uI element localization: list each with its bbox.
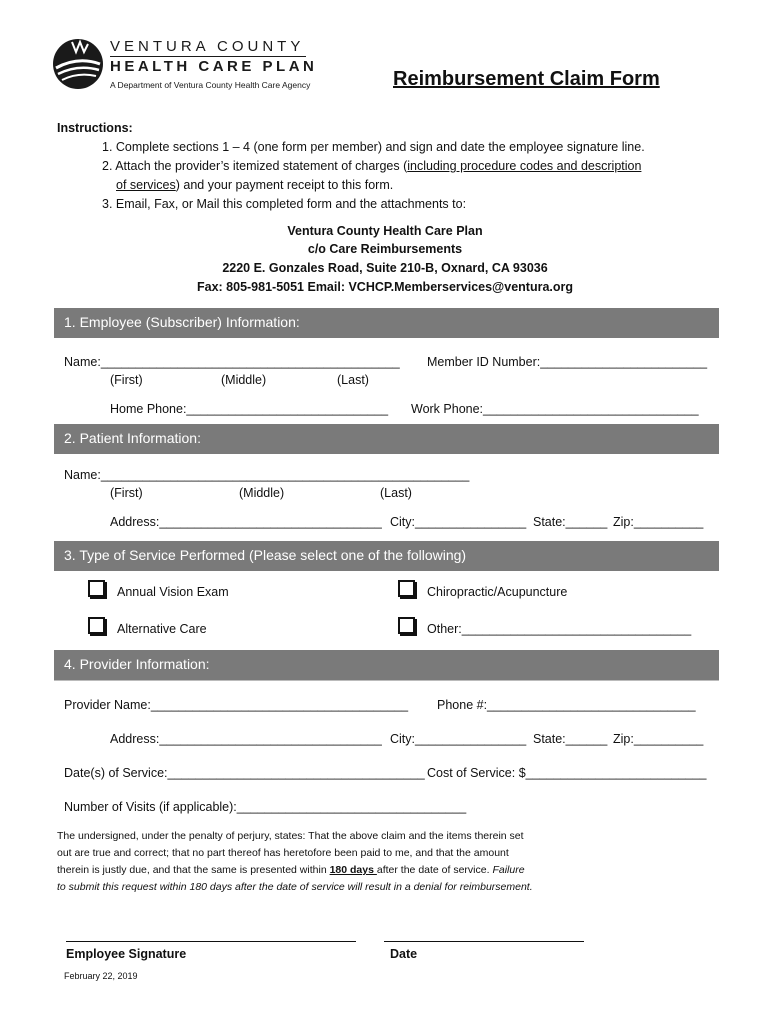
attestation-line-4: to submit this request within 180 days after the date of service will result in a denial for reimbursement. [57, 881, 533, 893]
section-2-title: 2. Patient Information: [64, 430, 201, 446]
attestation-line-3 [57, 864, 525, 876]
provider-zip-field[interactable]: Zip:__________ [613, 732, 704, 746]
employee-first-label: (First) [110, 373, 143, 387]
date-label: Date [390, 947, 418, 961]
instruction-item-2-text-2: ) and your payment receipt to this form. [175, 178, 394, 192]
instruction-item-1: 1. Complete sections 1 – 4 (one form per member) and sign and date the employee signature line. [102, 140, 645, 154]
member-id-field[interactable]: Member ID Number:________________________ [427, 355, 708, 369]
patient-city-field[interactable]: City:________________ [390, 515, 527, 529]
logo-line1: VENTURA COUNTY [110, 38, 305, 55]
logo-line3: A Department of Ventura County Health Care Agency [110, 80, 311, 90]
section-4-header [54, 650, 719, 680]
chiropractic-label: Chiropractic/Acupuncture [427, 585, 568, 599]
instruction-item-3: 3. Email, Fax, or Mail this completed form and the attachments to: [102, 197, 467, 211]
annual-vision-label: Annual Vision Exam [117, 585, 229, 599]
service-dates-field[interactable]: Date(s) of Service:_____________________________________ [64, 766, 425, 780]
logo-emblem-icon [52, 38, 104, 90]
provider-name-field[interactable]: Provider Name:_____________________________________ [64, 698, 409, 712]
provider-state-field[interactable]: State:______ [533, 732, 608, 746]
instruction-item-2 [102, 159, 641, 173]
section-1-title: 1. Employee (Subscriber) Information: [64, 314, 300, 330]
patient-name-field[interactable]: Name:_____________________________________________________ [64, 468, 470, 482]
patient-last-label: (Last) [380, 486, 412, 500]
attestation-line-3a: therein is justly due, and that the same is presented within [57, 864, 330, 876]
employee-last-label: (Last) [337, 373, 369, 387]
instruction-item-2-text: 2. Attach the provider’s itemized statement of charges ( [102, 159, 408, 173]
instructions-heading: Instructions: [57, 121, 133, 135]
chiropractic-checkbox[interactable] [398, 580, 415, 597]
section-2-header [54, 424, 719, 454]
home-phone-field[interactable]: Home Phone:_____________________________ [110, 402, 389, 416]
logo [52, 36, 318, 96]
logo-line2: HEALTH CARE PLAN [110, 58, 318, 75]
provider-address-field[interactable]: Address:________________________________ [110, 732, 382, 746]
attestation-line-3c: after the date of service. [376, 864, 493, 876]
employee-name-field[interactable]: Name:___________________________________________ [64, 355, 400, 369]
instruction-item-2-cont [116, 178, 393, 192]
instruction-item-2-underlined-2: of services [116, 178, 176, 192]
patient-address-field[interactable]: Address:________________________________ [110, 515, 382, 529]
section-3-title [64, 547, 466, 563]
footer-date: February 22, 2019 [64, 971, 138, 981]
provider-city-field[interactable]: City:________________ [390, 732, 527, 746]
employee-middle-label: (Middle) [221, 373, 267, 387]
attestation-180-days: 180 days [329, 864, 377, 876]
section-4-rule [54, 680, 719, 681]
address-line-2: c/o Care Reimbursements [307, 242, 463, 256]
section-3-subtitle: (Please select one of the following) [245, 547, 467, 563]
address-line-4: Fax: 805-981-5051 Email: VCHCP.Memberservices@ventura.org [196, 280, 574, 294]
patient-state-field[interactable]: State:______ [533, 515, 608, 529]
alternative-care-checkbox[interactable] [88, 617, 105, 634]
patient-first-label: (First) [110, 486, 143, 500]
form-title: Reimbursement Claim Form [393, 68, 660, 90]
employee-signature-line[interactable] [66, 941, 356, 942]
provider-phone-field[interactable]: Phone #:______________________________ [437, 698, 696, 712]
other-field[interactable]: Other:_________________________________ [427, 622, 692, 636]
address-line-3: 2220 E. Gonzales Road, Suite 210-B, Oxnard, CA 93036 [222, 261, 548, 275]
alternative-care-label: Alternative Care [117, 622, 207, 636]
attestation-line-1: The undersigned, under the penalty of perjury, states: That the above claim and the items therein set [57, 830, 524, 842]
date-signature-line[interactable] [384, 941, 584, 942]
instruction-item-2-underlined: including procedure codes and description [407, 159, 642, 173]
attestation-line-2: out are true and correct; that no part thereof has heretofore been paid to me, and that the amount [57, 847, 509, 859]
patient-middle-label: (Middle) [239, 486, 285, 500]
section-4-title: 4. Provider Information: [64, 656, 210, 672]
section-3-title-main: 3. Type of Service Performed [64, 547, 246, 563]
attestation-line-3d: Failure [492, 864, 525, 876]
section-3-header [54, 541, 719, 571]
patient-zip-field[interactable]: Zip:__________ [613, 515, 704, 529]
section-1-header [54, 308, 719, 338]
work-phone-field[interactable]: Work Phone:_______________________________ [411, 402, 699, 416]
annual-vision-checkbox[interactable] [88, 580, 105, 597]
other-checkbox[interactable] [398, 617, 415, 634]
service-cost-field[interactable]: Cost of Service: $__________________________ [427, 766, 707, 780]
address-line-1: Ventura County Health Care Plan [287, 224, 483, 238]
logo-rule [110, 56, 306, 57]
visits-field[interactable]: Number of Visits (if applicable):_________________________________ [64, 800, 467, 814]
employee-signature-label: Employee Signature [66, 947, 187, 961]
